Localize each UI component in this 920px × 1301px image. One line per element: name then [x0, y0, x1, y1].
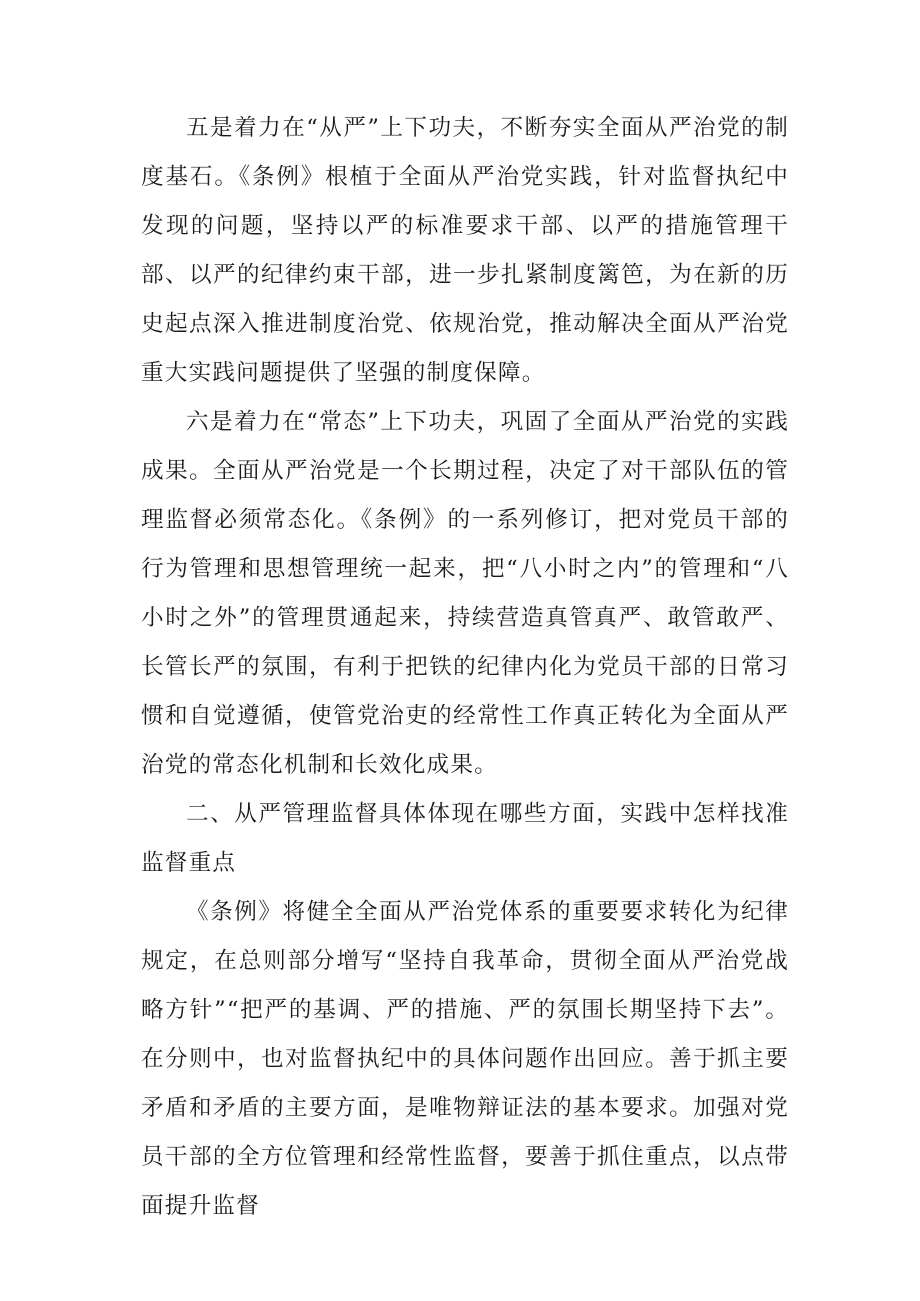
paragraph-regulations-overview: 《条例》将健全全面从严治党体系的重要要求转化为纪律规定，在总则部分增写“坚持自我革命，贯彻全面从严治党战略方针”“把严的基调、严的措施、严的氛围长期坚持下去”。在分则中，也对监督执纪中的具体问题作出回应。善于抓主要矛盾和矛盾的主要方面，是唯物辩证法的基本要求。加强对党员干部的全方位管理和经常性监督，要善于抓住重点，以点带面提升监督 [141, 899, 789, 1219]
paragraph-six-normalization: 六是着力在“常态”上下功夫，巩固了全面从严治党的实践成果。全面从严治党是一个长期过程，决定了对干部队伍的管理监督必须常态化。《条例》的一系列修订，把对党员干部的行为管理和思想管理统一起来，把“八小时之内”的管理和“八小时之外”的管理贯通起来，持续营造真管真严、敢管敢严、长管长严的氛围，有利于把铁的纪律内化为党员干部的日常习惯和自觉遵循，使管党治吏的经常性工作真正转化为全面从严治党的常态化机制和长效化成果。 [141, 409, 789, 778]
paragraph-five-strictness: 五是着力在“从严”上下功夫，不断夯实全面从严治党的制度基石。《条例》根植于全面从严治党实践，针对监督执纪中发现的问题，坚持以严的标准要求干部、以严的措施管理干部、以严的纪律约束干部，进一步扎紧制度篱笆，为在新的历史起点深入推进制度治党、依规治党，推动解决全面从严治党重大实践问题提供了坚强的制度保障。 [141, 115, 789, 386]
document-body [141, 104, 789, 1231]
section-heading-two: 二、从严管理监督具体体现在哪些方面，实践中怎样找准监督重点 [141, 801, 789, 876]
